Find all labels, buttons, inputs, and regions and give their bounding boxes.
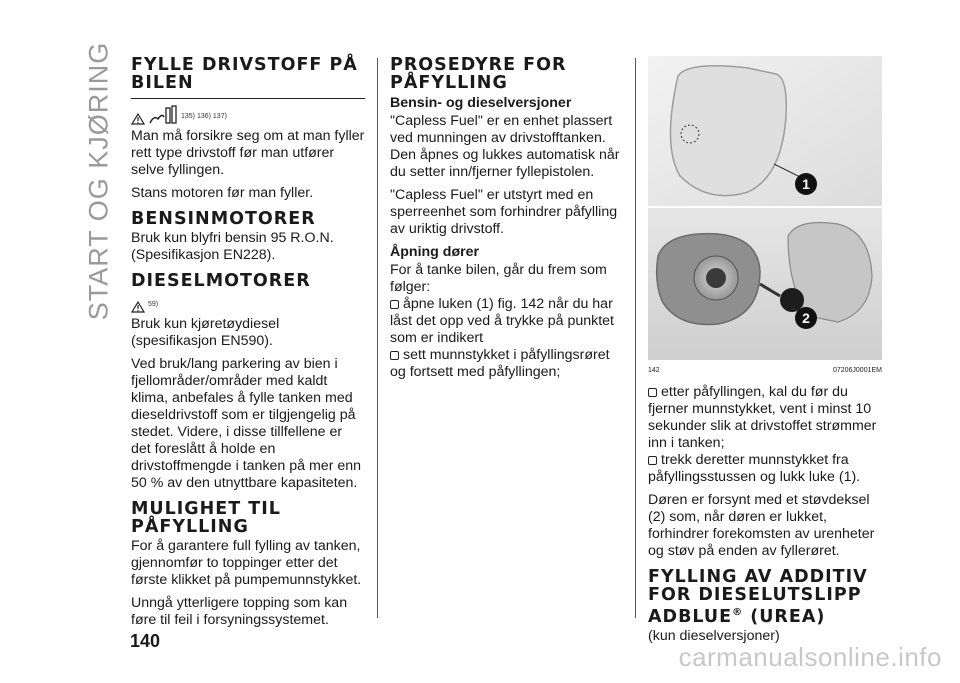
- page-number: 140: [130, 631, 161, 651]
- paragraph: Unngå ytterligere topping som kan føre til feil i forsyningssystemet.: [131, 595, 348, 628]
- watermark: carmanualsonline.info: [678, 642, 942, 672]
- section-title-fylle-drivstoff: FYLLE DRIVSTOFF PÅ BILEN: [131, 56, 365, 99]
- column-divider-2: [635, 58, 636, 618]
- fuel-door-illustration: [648, 56, 882, 360]
- heading-bensinmotorer: BENSINMOTORER: [131, 209, 316, 229]
- paragraph: Stans motoren før man fyller.: [131, 185, 314, 201]
- paragraph: Man må forsikre seg om at man fyller rett type drivstoff før man utfører selve fyllingen.: [131, 128, 365, 178]
- warning-refs: [131, 105, 365, 125]
- figure-142: [648, 56, 882, 374]
- column-divider-1: [377, 58, 378, 618]
- figure-number: 142: [648, 367, 660, 374]
- heading-dieselmotorer: DIESELMOTORER: [131, 271, 311, 291]
- heading-mulighet-til-pafylling: MULIGHET TIL PÅFYLLING: [131, 499, 281, 537]
- paragraph: Bruk kun kjøretøydiesel (spesifikasjon EN590).: [131, 316, 280, 349]
- fuel-pump-icon: [148, 105, 178, 125]
- checkbox-bullet-icon: [390, 351, 399, 360]
- list-item: sett munnstykket i påfyllingsrøret og fortsett med påfyllingen;: [390, 347, 610, 380]
- chapter-title: START OG KJØRING: [83, 41, 114, 321]
- paragraph: Ved bruk/lang parkering av bien i fjellområder/områder med kaldt klima, anbefales å fylle tanken med dieseldrivstoff som er tilgjengelig på stedet. Videre, i disse tillfellene er det foreslått å holde en drivstoffmengde i tanken på mer enn 50 % av den utnyttbare kapasiteten.: [131, 356, 362, 491]
- warning-triangle-icon: [131, 301, 145, 313]
- list-item: etter påfyllingen, kal du før du fjerner munnstykket, vent i minst 10 sekunder slik at drivstoffet strømmer inn i tanken;: [648, 384, 877, 451]
- diesel-warning: [131, 296, 365, 313]
- paragraph: "Capless Fuel" er en enhet plassert ved munningen av drivstofftanken. Den åpnes og lukkes automatisk når du setter inn/fjerner fyllepistolen.: [390, 113, 620, 180]
- checkbox-bullet-icon: [648, 456, 657, 465]
- list-item: trekk deretter munnstykket fra påfyllingsstussen og lukk luke (1).: [648, 452, 861, 485]
- warning-refs-text: 135) 136) 137): [181, 113, 227, 120]
- chapter-side-tab: [82, 41, 116, 321]
- paragraph: For å garantere full fylling av tanken, gjennomfør to toppinger etter det første klikket på pumpemunnstykket.: [131, 538, 362, 588]
- figure-caption: [648, 362, 882, 379]
- subheading-bensin-diesel: Bensin- og dieselversjoner: [390, 95, 572, 111]
- heading-fylling-adblue: FYLLING AV ADDITIV FOR DIESELUTSLIPP ADBLUE® (UREA): [648, 567, 868, 627]
- paragraph: (kun dieselversjoner): [648, 627, 780, 644]
- paragraph: "Capless Fuel" er utstyrt med en sperreenhet som forhindrer påfylling av uriktig drivstoff.: [390, 187, 618, 237]
- paragraph: Døren er forsynt med et støvdeksel (2) som, når døren er lukket, forhindrer forekomsten av urenheter og støv på enden av fyllerøret.: [648, 492, 875, 559]
- checkbox-bullet-icon: [390, 300, 399, 309]
- paragraph: For å tanke bilen, går du frem som følger:: [390, 262, 607, 295]
- warning-triangle-icon: [131, 113, 145, 125]
- paragraph: Bruk kun blyfri bensin 95 R.O.N. (Spesifikasjon EN228).: [131, 230, 334, 263]
- checkbox-bullet-icon: [648, 388, 657, 397]
- callout-1: 1: [802, 176, 810, 192]
- list-item: åpne luken (1) fig. 142 når du har låst det opp ved å trykke på punktet som er indikert: [390, 296, 614, 346]
- column-3: [648, 56, 882, 651]
- section-title-prosedyre: PROSEDYRE FOR PÅFYLLING: [390, 55, 567, 93]
- diesel-warning-ref: 59): [148, 301, 159, 308]
- column-1: [131, 56, 365, 635]
- figure-code: 07206J0001EM: [832, 367, 882, 374]
- callout-2: 2: [802, 310, 810, 326]
- subheading-apning-dorer: Åpning dører: [390, 244, 480, 260]
- column-2: [390, 56, 624, 387]
